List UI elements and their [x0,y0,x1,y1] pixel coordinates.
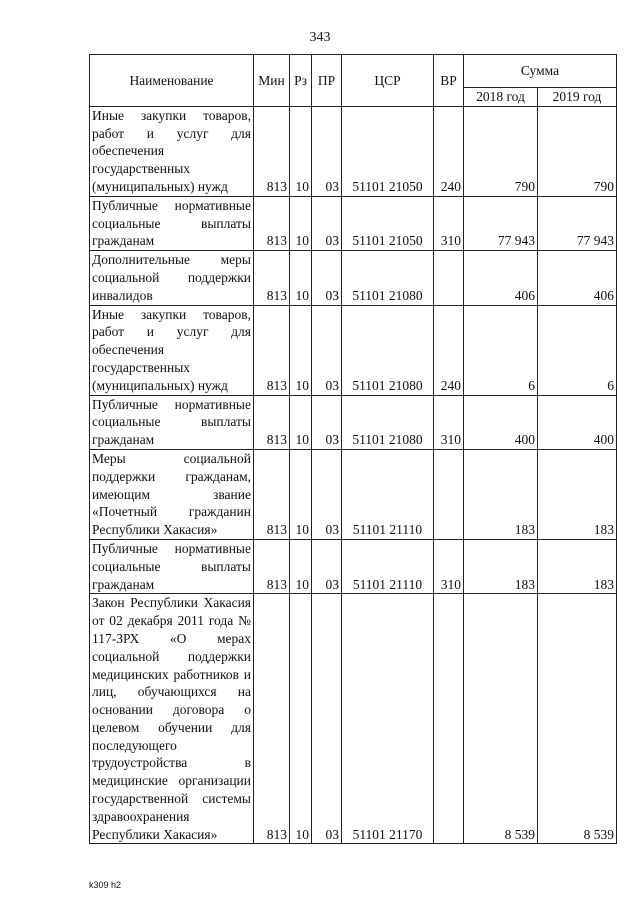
row-sum-2018: 8 539 [464,594,538,844]
header-sum: Сумма [464,55,617,88]
row-min: 813 [254,106,290,196]
row-min: 813 [254,196,290,250]
budget-table [89,54,617,844]
row-name: Дополнительные меры социальной поддержки инвалидов [90,251,254,305]
row-min: 813 [254,539,290,593]
header-csr: ЦСР [342,55,434,107]
row-pr: 03 [312,106,342,196]
row-pr: 03 [312,449,342,539]
footer-code: k309 h2 [89,880,122,890]
row-sum-2019: 406 [538,251,617,305]
row-vr: 240 [434,106,464,196]
row-sum-2018: 790 [464,106,538,196]
row-pr: 03 [312,539,342,593]
table-row [90,395,617,449]
row-sum-2018: 406 [464,251,538,305]
row-rz: 10 [290,251,312,305]
row-sum-2018: 400 [464,395,538,449]
row-name: Публичные нормативные социальные выплаты гражданам [90,196,254,250]
row-csr: 51101 21110 [342,449,434,539]
header-year-2019: 2019 год [538,88,617,107]
row-rz: 10 [290,594,312,844]
row-rz: 10 [290,305,312,395]
row-name: Иные закупки товаров, работ и услуг для обеспечения государственных (муниципальных) нужд [90,305,254,395]
row-csr: 51101 21050 [342,196,434,250]
row-name: Публичные нормативные социальные выплаты гражданам [90,539,254,593]
row-name: Меры социальной поддержки гражданам, имеющим звание «Почетный гражданин Республики Хакасия» [90,449,254,539]
row-pr: 03 [312,594,342,844]
table-body [90,106,617,844]
row-sum-2018: 6 [464,305,538,395]
row-pr: 03 [312,305,342,395]
row-vr: 310 [434,196,464,250]
row-csr: 51101 21110 [342,539,434,593]
row-sum-2018: 183 [464,539,538,593]
row-sum-2019: 77 943 [538,196,617,250]
row-vr [434,594,464,844]
row-sum-2019: 790 [538,106,617,196]
header-pr: ПР [312,55,342,107]
table-row [90,196,617,250]
row-sum-2019: 183 [538,539,617,593]
header-name: Наименование [90,55,254,107]
page-number: 343 [309,30,331,45]
row-csr: 51101 21050 [342,106,434,196]
row-vr: 310 [434,539,464,593]
header-vr: ВР [434,55,464,107]
row-rz: 10 [290,196,312,250]
row-min: 813 [254,449,290,539]
row-vr [434,251,464,305]
row-sum-2018: 77 943 [464,196,538,250]
row-vr: 310 [434,395,464,449]
row-sum-2019: 183 [538,449,617,539]
row-name: Иные закупки товаров, работ и услуг для обеспечения государственных (муниципальных) нужд [90,106,254,196]
table-row [90,449,617,539]
row-rz: 10 [290,395,312,449]
row-min: 813 [254,305,290,395]
row-name: Закон Республики Хакасия от 02 декабря 2011 года № 117-ЗРХ «О мерах социальной поддержки медицинских работников и лиц, обучающихся на основании договора о целевом обучении для последующего трудоустройства в медицинские организации государственной системы здравоохранения Республики Хакасия» [90,594,254,844]
row-sum-2019: 400 [538,395,617,449]
row-sum-2019: 8 539 [538,594,617,844]
row-pr: 03 [312,395,342,449]
row-vr: 240 [434,305,464,395]
row-rz: 10 [290,449,312,539]
table-row [90,251,617,305]
row-csr: 51101 21080 [342,305,434,395]
row-rz: 10 [290,539,312,593]
row-vr [434,449,464,539]
table-row [90,539,617,593]
row-csr: 51101 21080 [342,395,434,449]
row-sum-2019: 6 [538,305,617,395]
row-pr: 03 [312,196,342,250]
row-sum-2018: 183 [464,449,538,539]
row-name: Публичные нормативные социальные выплаты гражданам [90,395,254,449]
table-row [90,305,617,395]
row-pr: 03 [312,251,342,305]
header-min: Мин [254,55,290,107]
budget-table-wrapper [89,54,617,844]
row-rz: 10 [290,106,312,196]
header-rz: Рз [290,55,312,107]
row-csr: 51101 21170 [342,594,434,844]
table-row [90,594,617,844]
header-year-2018: 2018 год [464,88,538,107]
row-min: 813 [254,594,290,844]
row-min: 813 [254,251,290,305]
row-csr: 51101 21080 [342,251,434,305]
row-min: 813 [254,395,290,449]
table-row [90,106,617,196]
